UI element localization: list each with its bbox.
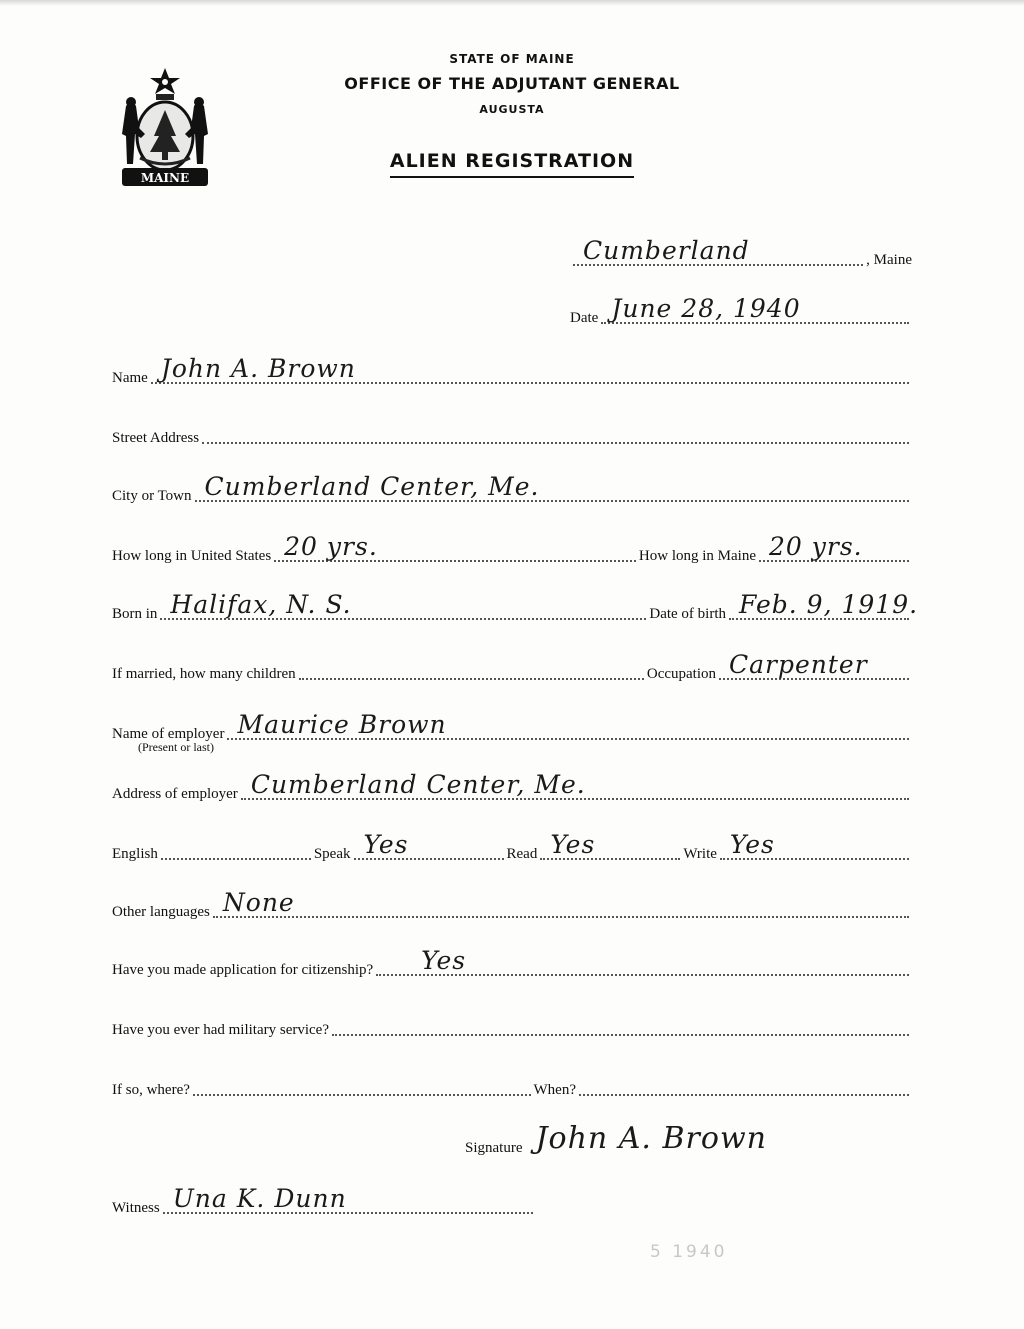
write-value: Yes xyxy=(729,830,775,859)
employer-address-label: Address of employer xyxy=(112,786,238,802)
witness-field[interactable] xyxy=(163,1184,533,1214)
employer-sublabel: (Present or last) xyxy=(138,740,214,754)
date-row xyxy=(570,294,912,328)
where-field[interactable] xyxy=(193,1066,531,1096)
birth-row xyxy=(112,590,919,624)
other-languages-label: Other languages xyxy=(112,904,210,920)
where-label: If so, where? xyxy=(112,1082,190,1098)
children-field[interactable] xyxy=(299,650,644,680)
read-value: Yes xyxy=(550,830,596,859)
place-value: Cumberland xyxy=(583,236,750,265)
citizenship-row xyxy=(112,946,912,980)
employer-value: Maurice Brown xyxy=(237,710,447,739)
signature-field[interactable] xyxy=(526,1121,833,1156)
citizenship-field[interactable] xyxy=(376,946,909,976)
place-field[interactable] xyxy=(573,236,863,266)
date-label: Date xyxy=(570,310,599,326)
signature-row xyxy=(465,1121,835,1158)
name-row xyxy=(112,354,912,388)
street-label: Street Address xyxy=(112,430,200,446)
witness-value: Una K. Dunn xyxy=(172,1184,347,1213)
seal-lettering: MAINE xyxy=(140,171,190,185)
place-suffix: , Maine xyxy=(866,252,912,268)
form-title: ALIEN REGISTRATION xyxy=(390,150,634,178)
born-value: Halifax, N. S. xyxy=(170,590,352,619)
maine-label: How long in Maine xyxy=(638,548,756,564)
received-stamp: 5 1940 xyxy=(650,1242,728,1262)
employer-row xyxy=(112,710,912,744)
dob-label: Date of birth xyxy=(649,606,726,622)
read-field[interactable] xyxy=(540,830,680,860)
us-label: How long in United States xyxy=(112,548,272,564)
military-row xyxy=(112,1010,912,1040)
english-field[interactable] xyxy=(161,830,311,860)
speak-label: Speak xyxy=(313,846,351,862)
signature-label: Signature xyxy=(465,1140,523,1156)
street-field[interactable] xyxy=(202,414,909,444)
name-value: John A. Brown xyxy=(160,354,356,383)
name-field[interactable] xyxy=(151,354,909,384)
employer-address-field[interactable] xyxy=(241,770,909,800)
write-field[interactable] xyxy=(720,830,909,860)
place-row xyxy=(570,236,912,270)
title-wrapper xyxy=(0,150,1024,178)
occupation-value: Carpenter xyxy=(729,650,868,679)
born-field[interactable] xyxy=(160,590,646,620)
maine-value: 20 yrs. xyxy=(769,532,863,561)
when-label: When? xyxy=(533,1082,576,1098)
born-label: Born in xyxy=(112,606,158,622)
state-heading: STATE OF MAINE xyxy=(449,52,575,66)
dob-value: Feb. 9, 1919. xyxy=(739,590,919,619)
other-languages-field[interactable] xyxy=(213,888,909,918)
occupation-label: Occupation xyxy=(646,666,716,682)
maine-field[interactable] xyxy=(759,532,909,562)
english-label: English xyxy=(112,846,158,862)
citizenship-label: Have you made application for citizenship? xyxy=(112,962,374,978)
family-occupation-row xyxy=(112,650,912,684)
signature-value: John A. Brown xyxy=(535,1121,767,1156)
date-value: June 28, 1940 xyxy=(611,294,801,323)
military-field[interactable] xyxy=(332,1006,909,1036)
read-label: Read xyxy=(506,846,538,862)
write-label: Write xyxy=(683,846,717,862)
occupation-field[interactable] xyxy=(719,650,909,680)
other-languages-value: None xyxy=(222,888,295,917)
name-label: Name xyxy=(112,370,148,386)
service-where-when-row xyxy=(112,1070,912,1100)
city-label: City or Town xyxy=(112,488,192,504)
office-heading: OFFICE OF THE ADJUTANT GENERAL xyxy=(344,74,680,93)
when-field[interactable] xyxy=(579,1066,909,1096)
english-row xyxy=(112,830,912,864)
children-label: If married, how many children xyxy=(112,666,296,682)
employer-address-row xyxy=(112,770,912,804)
dob-field[interactable] xyxy=(729,590,919,620)
employer-address-value: Cumberland Center, Me. xyxy=(250,770,586,799)
citizenship-value: Yes xyxy=(421,946,467,975)
residence-duration-row xyxy=(112,532,912,566)
employer-field[interactable] xyxy=(227,710,909,740)
city-value: Cumberland Center, Me. xyxy=(204,472,540,501)
us-field[interactable] xyxy=(274,532,636,562)
city-row xyxy=(112,472,912,506)
us-value: 20 yrs. xyxy=(284,532,378,561)
city-heading: AUGUSTA xyxy=(479,103,545,116)
speak-field[interactable] xyxy=(354,830,504,860)
street-row xyxy=(112,418,912,448)
witness-row xyxy=(112,1184,536,1218)
military-label: Have you ever had military service? xyxy=(112,1022,329,1038)
scan-edge-shadow xyxy=(0,0,1024,6)
other-languages-row xyxy=(112,888,912,922)
date-field[interactable] xyxy=(601,294,909,324)
speak-value: Yes xyxy=(363,830,409,859)
city-field[interactable] xyxy=(195,472,909,502)
employer-label: Name of employer xyxy=(112,726,225,742)
witness-label: Witness xyxy=(112,1200,160,1216)
